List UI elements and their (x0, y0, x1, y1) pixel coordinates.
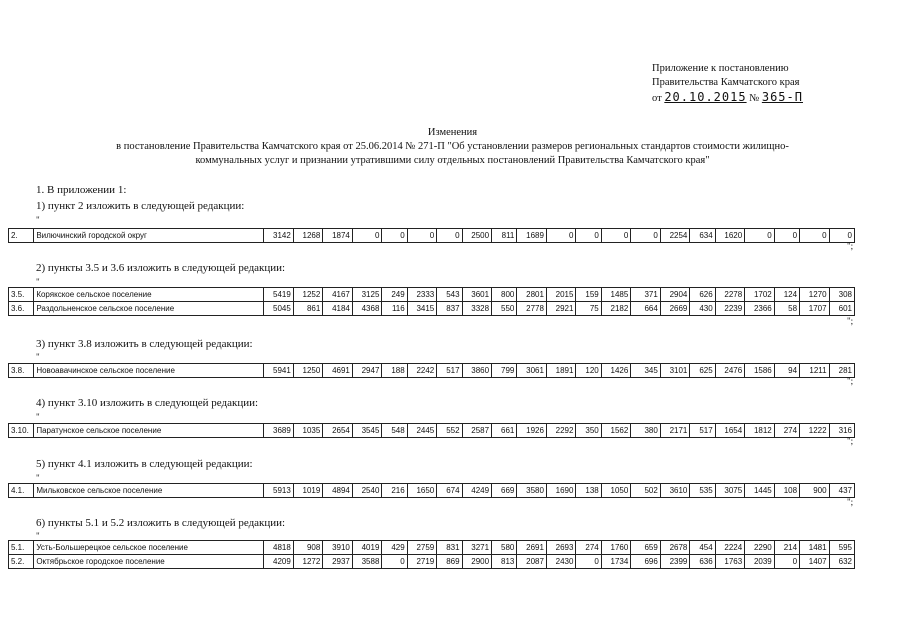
section-2-close-quote: "; (847, 316, 854, 326)
value-cell: 2171 (660, 424, 690, 438)
row-name-cell: Мильковское сельское поселение (34, 484, 264, 498)
value-cell: 3580 (517, 484, 547, 498)
value-cell: 2947 (352, 364, 382, 378)
value-cell: 345 (631, 364, 661, 378)
value-cell: 58 (774, 302, 799, 316)
table-row (9, 364, 855, 378)
section-6-instruction: 6) пункты 5.1 и 5.2 изложить в следующей редакции: (36, 517, 286, 529)
value-cell: 2801 (517, 288, 547, 302)
value-cell: 517 (690, 424, 715, 438)
value-cell: 1270 (800, 288, 830, 302)
value-cell: 3415 (407, 302, 437, 316)
value-cell: 0 (382, 555, 407, 569)
value-cell: 4818 (264, 541, 294, 555)
value-cell: 1891 (546, 364, 576, 378)
value-cell: 429 (382, 541, 407, 555)
value-cell: 281 (829, 364, 854, 378)
appendix-line-2: Правительства Камчатского края (652, 77, 800, 88)
section-3-instruction: 3) пункт 3.8 изложить в следующей редакции: (36, 338, 253, 350)
row-name-cell: Паратунское сельское поселение (34, 424, 264, 438)
value-cell: 1734 (601, 555, 631, 569)
value-cell: 2290 (745, 541, 775, 555)
value-cell: 1562 (601, 424, 631, 438)
value-cell: 2921 (546, 302, 576, 316)
value-cell: 3075 (715, 484, 745, 498)
title-heading: Изменения (427, 127, 478, 138)
value-cell: 2678 (660, 541, 690, 555)
value-cell: 800 (492, 288, 517, 302)
value-cell: 0 (774, 229, 799, 243)
value-cell: 811 (492, 229, 517, 243)
value-cell: 3601 (462, 288, 492, 302)
value-cell: 5419 (264, 288, 294, 302)
value-cell: 0 (382, 229, 407, 243)
section-3-close-quote: "; (847, 376, 854, 386)
title-line-1: в постановление Правительства Камчатского края от 25.06.2014 № 271-П "Об установлении размеров региональных стандартов стоимости жилищно- (116, 141, 789, 152)
section-4-instruction: 4) пункт 3.10 изложить в следующей редакции: (36, 397, 259, 409)
value-cell: 3689 (264, 424, 294, 438)
value-cell: 664 (631, 302, 661, 316)
value-cell: 94 (774, 364, 799, 378)
value-cell: 4894 (323, 484, 353, 498)
value-cell: 2693 (546, 541, 576, 555)
value-cell: 430 (690, 302, 715, 316)
value-cell: 543 (437, 288, 462, 302)
value-cell: 2430 (546, 555, 576, 569)
value-cell: 0 (407, 229, 437, 243)
section-2-instruction: 2) пункты 3.5 и 3.6 изложить в следующей редакции: (36, 262, 286, 274)
value-cell: 2445 (407, 424, 437, 438)
value-cell: 2087 (517, 555, 547, 569)
value-cell: 869 (437, 555, 462, 569)
value-cell: 1763 (715, 555, 745, 569)
value-cell: 2182 (601, 302, 631, 316)
value-cell: 116 (382, 302, 407, 316)
value-cell: 2399 (660, 555, 690, 569)
value-cell: 350 (576, 424, 601, 438)
row-number-cell: 3.10. (9, 424, 34, 438)
section-3-table (8, 363, 855, 378)
value-cell: 1485 (601, 288, 631, 302)
value-cell: 5045 (264, 302, 294, 316)
value-cell: 4019 (352, 541, 382, 555)
value-cell: 3328 (462, 302, 492, 316)
value-cell: 580 (492, 541, 517, 555)
value-cell: 1268 (293, 229, 323, 243)
value-cell: 1445 (745, 484, 775, 498)
value-cell: 75 (576, 302, 601, 316)
value-cell: 3271 (462, 541, 492, 555)
value-cell: 3860 (462, 364, 492, 378)
value-cell: 2366 (745, 302, 775, 316)
value-cell: 1222 (800, 424, 830, 438)
value-cell: 2669 (660, 302, 690, 316)
value-cell: 1252 (293, 288, 323, 302)
value-cell: 0 (576, 229, 601, 243)
row-number-cell: 3.5. (9, 288, 34, 302)
value-cell: 0 (829, 229, 854, 243)
row-name-cell: Новоавачинское сельское поселение (34, 364, 264, 378)
value-cell: 595 (829, 541, 854, 555)
value-cell: 437 (829, 484, 854, 498)
table-row (9, 424, 855, 438)
value-cell: 0 (437, 229, 462, 243)
value-cell: 1035 (293, 424, 323, 438)
value-cell: 0 (576, 555, 601, 569)
value-cell: 216 (382, 484, 407, 498)
value-cell: 799 (492, 364, 517, 378)
value-cell: 550 (492, 302, 517, 316)
section-4-open-quote: " (36, 412, 40, 422)
table-row (9, 541, 855, 555)
section-1-instruction: 1) пункт 2 изложить в следующей редакции: (36, 200, 245, 212)
value-cell: 274 (576, 541, 601, 555)
value-cell: 2691 (517, 541, 547, 555)
value-cell: 632 (829, 555, 854, 569)
intro-text: 1. В приложении 1: (36, 184, 127, 196)
value-cell: 3142 (264, 229, 294, 243)
value-cell: 669 (492, 484, 517, 498)
section-3-open-quote: " (36, 352, 40, 362)
value-cell: 1760 (601, 541, 631, 555)
value-cell: 625 (690, 364, 715, 378)
value-cell: 3588 (352, 555, 382, 569)
value-cell: 4167 (323, 288, 353, 302)
value-cell: 371 (631, 288, 661, 302)
value-cell: 2242 (407, 364, 437, 378)
value-cell: 908 (293, 541, 323, 555)
value-cell: 2015 (546, 288, 576, 302)
value-cell: 308 (829, 288, 854, 302)
section-6-open-quote: " (36, 531, 40, 541)
table-row (9, 555, 855, 569)
value-cell: 2900 (462, 555, 492, 569)
value-cell: 454 (690, 541, 715, 555)
row-name-cell: Корякское сельское поселение (34, 288, 264, 302)
row-number-cell: 3.6. (9, 302, 34, 316)
value-cell: 2292 (546, 424, 576, 438)
value-cell: 249 (382, 288, 407, 302)
value-cell: 1050 (601, 484, 631, 498)
value-cell: 2719 (407, 555, 437, 569)
value-cell: 1426 (601, 364, 631, 378)
value-cell: 1211 (800, 364, 830, 378)
value-cell: 535 (690, 484, 715, 498)
row-number-cell: 5.1. (9, 541, 34, 555)
value-cell: 1707 (800, 302, 830, 316)
appendix-line-1: Приложение к постановлению (652, 63, 789, 74)
section-1-close-quote: "; (847, 241, 854, 251)
table-row (9, 302, 855, 316)
value-cell: 2333 (407, 288, 437, 302)
value-cell: 2224 (715, 541, 745, 555)
title-line-2: коммунальных услуг и признании утратившими силу отдельных постановлений Правительства Камчатского края" (195, 155, 710, 166)
value-cell: 502 (631, 484, 661, 498)
value-cell: 2540 (352, 484, 382, 498)
value-cell: 552 (437, 424, 462, 438)
value-cell: 2759 (407, 541, 437, 555)
row-name-cell: Усть-Большерецкое сельское поселение (34, 541, 264, 555)
value-cell: 0 (774, 555, 799, 569)
value-cell: 124 (774, 288, 799, 302)
value-cell: 5941 (264, 364, 294, 378)
value-cell: 1689 (517, 229, 547, 243)
value-cell: 1620 (715, 229, 745, 243)
row-number-cell: 4.1. (9, 484, 34, 498)
value-cell: 138 (576, 484, 601, 498)
value-cell: 1690 (546, 484, 576, 498)
value-cell: 626 (690, 288, 715, 302)
value-cell: 2654 (323, 424, 353, 438)
value-cell: 1407 (800, 555, 830, 569)
value-cell: 0 (631, 229, 661, 243)
value-cell: 831 (437, 541, 462, 555)
value-cell: 4691 (323, 364, 353, 378)
section-2-table (8, 287, 855, 316)
value-cell: 2239 (715, 302, 745, 316)
section-6-table (8, 540, 855, 569)
value-cell: 1650 (407, 484, 437, 498)
row-name-cell: Раздольненское сельское поселение (34, 302, 264, 316)
section-1-table (8, 228, 855, 243)
value-cell: 3545 (352, 424, 382, 438)
value-cell: 1250 (293, 364, 323, 378)
value-cell: 3610 (660, 484, 690, 498)
value-cell: 2254 (660, 229, 690, 243)
value-cell: 4184 (323, 302, 353, 316)
value-cell: 0 (352, 229, 382, 243)
section-1-open-quote: " (36, 215, 40, 225)
value-cell: 2778 (517, 302, 547, 316)
row-number-cell: 2. (9, 229, 34, 243)
section-2-open-quote: " (36, 277, 40, 287)
section-5-instruction: 5) пункт 4.1 изложить в следующей редакции: (36, 458, 253, 470)
row-name-cell: Вилючинский городской округ (34, 229, 264, 243)
section-4-table (8, 423, 855, 438)
row-number-cell: 3.8. (9, 364, 34, 378)
date-value: 20.10.2015 (664, 90, 747, 104)
value-cell: 674 (437, 484, 462, 498)
value-cell: 636 (690, 555, 715, 569)
value-cell: 188 (382, 364, 407, 378)
value-cell: 4249 (462, 484, 492, 498)
value-cell: 380 (631, 424, 661, 438)
value-cell: 2039 (745, 555, 775, 569)
value-cell: 3125 (352, 288, 382, 302)
table-row (9, 288, 855, 302)
appendix-header (652, 62, 892, 106)
number-prefix: № (749, 93, 760, 104)
section-5-open-quote: " (36, 473, 40, 483)
value-cell: 1874 (323, 229, 353, 243)
value-cell: 2937 (323, 555, 353, 569)
value-cell: 696 (631, 555, 661, 569)
value-cell: 2476 (715, 364, 745, 378)
value-cell: 4368 (352, 302, 382, 316)
value-cell: 2500 (462, 229, 492, 243)
value-cell: 1654 (715, 424, 745, 438)
value-cell: 659 (631, 541, 661, 555)
value-cell: 0 (745, 229, 775, 243)
section-5-close-quote: "; (847, 497, 854, 507)
value-cell: 601 (829, 302, 854, 316)
value-cell: 861 (293, 302, 323, 316)
value-cell: 634 (690, 229, 715, 243)
row-name-cell: Октябрьское городское поселение (34, 555, 264, 569)
value-cell: 837 (437, 302, 462, 316)
value-cell: 3910 (323, 541, 353, 555)
document-title (30, 126, 875, 168)
value-cell: 0 (546, 229, 576, 243)
value-cell: 274 (774, 424, 799, 438)
value-cell: 159 (576, 288, 601, 302)
value-cell: 517 (437, 364, 462, 378)
value-cell: 1702 (745, 288, 775, 302)
section-4-close-quote: "; (847, 436, 854, 446)
value-cell: 1586 (745, 364, 775, 378)
number-value: 365-П (761, 90, 803, 104)
value-cell: 1926 (517, 424, 547, 438)
value-cell: 5913 (264, 484, 294, 498)
value-cell: 548 (382, 424, 407, 438)
value-cell: 3101 (660, 364, 690, 378)
value-cell: 813 (492, 555, 517, 569)
value-cell: 2587 (462, 424, 492, 438)
appendix-date-line (652, 90, 892, 106)
section-5-table (8, 483, 855, 498)
value-cell: 0 (601, 229, 631, 243)
date-prefix: от (652, 93, 662, 104)
table-row (9, 484, 855, 498)
value-cell: 2278 (715, 288, 745, 302)
value-cell: 1272 (293, 555, 323, 569)
row-number-cell: 5.2. (9, 555, 34, 569)
value-cell: 214 (774, 541, 799, 555)
value-cell: 4209 (264, 555, 294, 569)
value-cell: 0 (800, 229, 830, 243)
value-cell: 3061 (517, 364, 547, 378)
table-row (9, 229, 855, 243)
value-cell: 316 (829, 424, 854, 438)
value-cell: 1812 (745, 424, 775, 438)
value-cell: 120 (576, 364, 601, 378)
value-cell: 900 (800, 484, 830, 498)
value-cell: 661 (492, 424, 517, 438)
value-cell: 2904 (660, 288, 690, 302)
value-cell: 108 (774, 484, 799, 498)
value-cell: 1481 (800, 541, 830, 555)
value-cell: 1019 (293, 484, 323, 498)
